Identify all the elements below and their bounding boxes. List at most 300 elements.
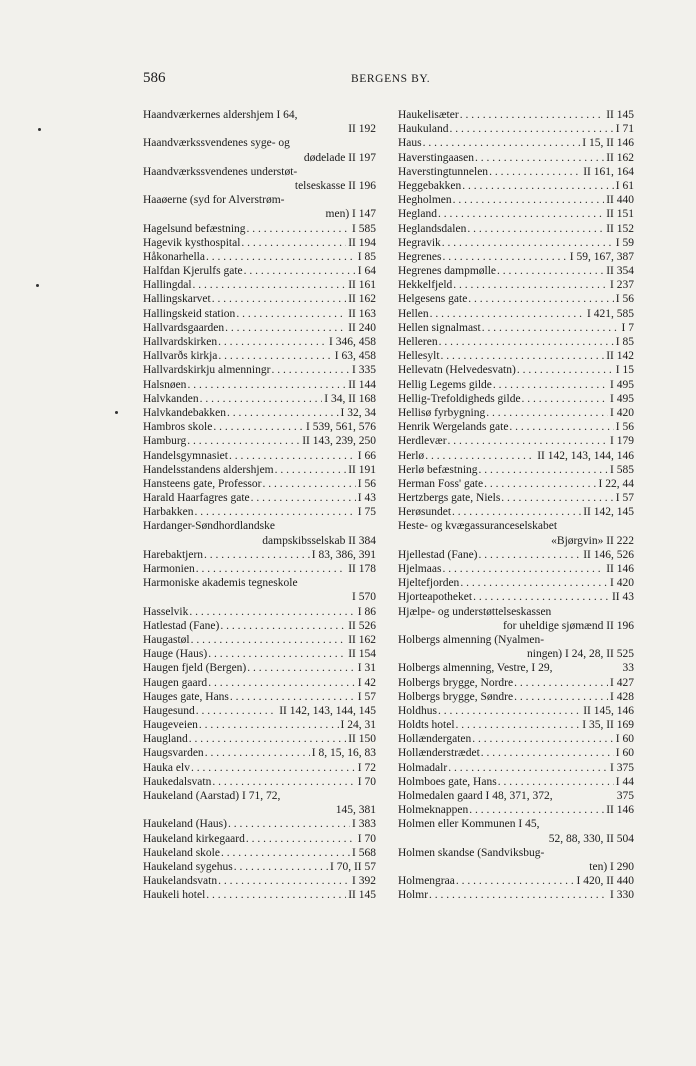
index-column-right — [398, 108, 634, 903]
index-entry-ref: I 75 — [357, 506, 376, 519]
leader-dots — [452, 505, 581, 519]
leader-dots — [462, 179, 614, 193]
index-entry-ref: II 161, 164 — [583, 165, 634, 178]
index-entry — [398, 505, 634, 519]
leader-dots — [187, 378, 346, 392]
index-entry-text: Hellen signalmast — [398, 321, 481, 334]
index-entry-ref: I 85 — [357, 250, 376, 263]
index-entry-continuation: II 192 — [348, 123, 376, 136]
index-entry-ref: I 57 — [357, 690, 376, 703]
index-entry-ref: II 178 — [348, 563, 376, 575]
index-entry-text: Handelsgymnasiet — [143, 449, 228, 462]
index-entry — [143, 860, 376, 874]
index-entry — [143, 746, 376, 760]
index-entry — [143, 718, 376, 732]
index-entry-ref: II 143, 239, 250 — [302, 435, 376, 448]
index-entry-ref: II 144 — [348, 378, 376, 391]
index-entry-ref: I 56 — [615, 293, 634, 306]
leader-dots — [199, 718, 339, 732]
index-entry-text: Haukedalsvatn — [143, 775, 212, 788]
index-entry-ref: II 354 — [606, 265, 634, 278]
index-entry — [143, 392, 376, 406]
index-entry — [143, 874, 376, 888]
index-entry-text: Haandværkernes aldershjem I 64, — [143, 109, 298, 121]
index-entry-text: Hellig Legems gilde — [398, 378, 492, 391]
leader-dots — [196, 562, 346, 576]
leader-dots — [475, 151, 604, 165]
index-entry-ref: I 70 — [357, 832, 376, 845]
index-entry-text: Haukeland kirkegaard — [143, 832, 245, 845]
index-entry-text: Haandværkssvendenes syge- og — [143, 137, 290, 150]
leader-dots — [449, 122, 613, 136]
leader-dots — [441, 349, 605, 363]
index-entry-text: Hardanger-Søndhordlandske — [143, 520, 275, 533]
index-entry — [143, 846, 376, 860]
index-entry — [398, 434, 634, 448]
index-entry-ref: I 60 — [615, 747, 634, 760]
leader-dots — [468, 292, 613, 306]
leader-dots — [442, 562, 604, 576]
index-entry — [398, 874, 634, 888]
index-entry — [398, 264, 634, 278]
running-title: BERGENS BY. — [351, 73, 431, 85]
leader-dots — [453, 193, 605, 207]
margin-speck — [115, 411, 118, 414]
index-entry-continuation: for uheldige sjømænd II 196 — [503, 619, 634, 632]
index-entry — [398, 292, 634, 306]
index-entry-continuation: telseskasse II 196 — [294, 179, 376, 192]
index-entry-ref: I 15, II 146 — [582, 137, 634, 150]
index-entry-text: Harmonien — [143, 563, 195, 575]
index-entry — [398, 661, 634, 675]
index-entry — [398, 732, 634, 746]
index-entry — [398, 392, 634, 406]
index-entry — [398, 222, 634, 236]
index-entry-ref: II 142, 143, 144, 145 — [279, 704, 376, 717]
index-entry-ref: I 59, 167, 387 — [569, 250, 634, 263]
index-entry-text: Hansteens gate, Professor — [143, 477, 262, 490]
index-entry — [143, 690, 376, 704]
index-entry-ref: I 8, 15, 16, 83 — [311, 747, 376, 760]
index-entry-text: Hellesylt — [398, 350, 440, 363]
index-entry-ref: II 162 — [348, 293, 376, 306]
index-entry — [398, 775, 634, 789]
index-entry-text: Harald Haarfagres gate — [143, 492, 250, 505]
index-column-left — [143, 108, 376, 903]
index-entry — [398, 846, 634, 874]
index-entry-text: Hellen — [398, 307, 429, 320]
leader-dots — [206, 250, 356, 264]
leader-dots — [218, 874, 350, 888]
index-entry — [398, 718, 634, 732]
index-entry — [143, 463, 376, 477]
index-entry-text: Holmboes gate, Hans — [398, 775, 497, 788]
index-entry-text: Holmedalen gaard I 48, 371, 372, — [398, 790, 553, 802]
index-entry-text: Haugen gaard — [143, 676, 208, 689]
index-entry-ref: II 152 — [606, 222, 634, 235]
index-entry-text: Hambros skole — [143, 421, 213, 434]
index-entry — [143, 321, 376, 335]
leader-dots — [442, 236, 614, 250]
index-entry — [398, 321, 634, 335]
leader-dots — [271, 363, 350, 377]
leader-dots — [429, 888, 608, 902]
index-entry-ref: II 163 — [348, 307, 376, 320]
index-entry — [143, 619, 376, 633]
leader-dots — [484, 477, 596, 491]
leader-dots — [460, 576, 608, 590]
index-entry-ref: I 383 — [352, 818, 376, 831]
index-entry-text: Haukeland (Haus) — [143, 818, 227, 831]
index-entry-text: Haukeland sygehus — [143, 860, 233, 873]
index-entry-ref: I 42 — [357, 676, 376, 689]
index-entry — [398, 363, 634, 377]
index-entry-text: Hatlestad (Fane) — [143, 619, 220, 632]
index-entry-text: Helleren — [398, 336, 438, 348]
index-entry-text: Holmr — [398, 889, 429, 902]
index-entry — [143, 576, 376, 604]
index-entry — [398, 676, 634, 690]
index-entry — [398, 690, 634, 704]
index-entry-text: Holmengraa — [398, 875, 455, 888]
index-entry-text: Haus — [398, 137, 422, 150]
leader-dots — [479, 548, 582, 562]
leader-dots — [241, 236, 346, 250]
index-entry-ref: I 60 — [615, 733, 634, 746]
index-entry — [143, 434, 376, 448]
index-entry-continuation: 52, 88, 330, II 504 — [548, 832, 634, 845]
leader-dots — [486, 406, 608, 420]
leader-dots — [448, 434, 608, 448]
leader-dots — [498, 775, 614, 789]
index-entry-text: Hellisø fyrbygning — [398, 406, 486, 419]
index-entry-text: Hjeltefjorden — [398, 577, 460, 590]
index-entry-ref: I 61 — [615, 179, 634, 192]
index-entry — [143, 250, 376, 264]
index-entry — [143, 222, 376, 236]
index-entry-ref: I 539, 561, 576 — [306, 421, 376, 434]
index-entry-text: Hamburg — [143, 435, 187, 448]
index-entry-ref: II 526 — [348, 619, 376, 632]
index-entry-text: Haandværkssvendenes understøt- — [143, 165, 298, 178]
index-entry — [143, 449, 376, 463]
index-entry-continuation: ningen) I 24, 28, II 525 — [527, 648, 634, 661]
index-entry-ref: II 146, 526 — [583, 548, 634, 561]
index-entry-ref: I 71 — [615, 123, 634, 136]
leader-dots — [247, 222, 351, 236]
index-entry — [398, 250, 634, 264]
leader-dots — [438, 207, 604, 221]
index-entry-continuation: ten) I 290 — [589, 860, 634, 873]
leader-dots — [208, 647, 346, 661]
leader-dots — [501, 491, 613, 505]
index-entry-text: Harbakken — [143, 506, 194, 519]
leader-dots — [247, 661, 356, 675]
index-entry — [143, 363, 376, 377]
index-entry — [398, 761, 634, 775]
leader-dots — [469, 803, 604, 817]
index-entry-text: Haukuland — [398, 123, 449, 136]
index-entry-text: Haukeland skole — [143, 846, 220, 859]
index-entry-text: Holdhus — [398, 704, 437, 717]
index-entry — [143, 108, 376, 136]
index-entry-ref: I 495 — [610, 392, 634, 405]
index-entry-text: Holmeknappen — [398, 804, 469, 817]
leader-dots — [448, 761, 608, 775]
index-entry-ref: I 15 — [615, 364, 634, 377]
index-entry-text: Hjælpe- og understøttelseskassen — [398, 605, 552, 618]
leader-dots — [522, 392, 608, 406]
leader-dots — [473, 590, 610, 604]
index-entry-ref: II 146 — [606, 804, 634, 817]
leader-dots — [228, 817, 350, 831]
index-entry-text: Halfdan Kjerulfs gate — [143, 265, 243, 278]
index-entry-text: Hellevatn (Helvedesvatn) — [398, 364, 516, 377]
index-entry — [143, 704, 376, 718]
index-entry-ref: II 145 — [348, 889, 376, 902]
index-entry-text: Hauge (Haus) — [143, 648, 208, 661]
index-entry — [398, 463, 634, 477]
leader-dots — [493, 378, 608, 392]
index-entry — [398, 803, 634, 817]
index-entry-text: Hauges gate, Hans — [143, 690, 229, 703]
leader-dots — [230, 690, 356, 704]
index-entry-ref: I 585 — [610, 463, 634, 476]
index-entry — [143, 378, 376, 392]
leader-dots — [200, 392, 323, 406]
index-entry — [398, 633, 634, 661]
index-entry-ref: II 154 — [348, 648, 376, 661]
index-entry-text: Haugastøl — [143, 633, 190, 646]
index-entry-text: Henrik Wergelands gate — [398, 421, 509, 434]
index-entry-ref: 33 — [622, 662, 634, 675]
index-entry-ref: I 428 — [610, 690, 634, 703]
leader-dots — [456, 718, 581, 732]
index-entry — [143, 817, 376, 831]
index-entry-text: Hjellestad (Fane) — [398, 548, 478, 561]
index-entry-continuation: men) I 147 — [325, 208, 376, 221]
index-entry-text: Hasselvik — [143, 605, 189, 618]
index-entry-text: Harmoniske akademis tegneskole — [143, 577, 298, 590]
index-entry-ref: II 440 — [606, 194, 634, 207]
index-entry-text: Heggebakken — [398, 179, 462, 192]
index-entry-ref: I 24, 31 — [340, 719, 376, 732]
index-entry-ref: I 85 — [615, 336, 634, 348]
index-entry-text: Hegrenes dampmølle — [398, 265, 497, 278]
index-entry-text: Holmadalr — [398, 761, 448, 774]
index-entry-ref: I 330 — [610, 889, 634, 902]
index-entry-ref: I 420 — [610, 406, 634, 419]
index-entry — [143, 732, 376, 746]
index-entry-ref: I 375 — [610, 761, 634, 774]
index-entry-text: Hellig-Trefoldigheds gilde — [398, 392, 521, 405]
index-entry — [143, 647, 376, 661]
leader-dots — [262, 477, 355, 491]
index-entry-text: Hegravik — [398, 236, 441, 249]
index-entry-ref: I 63, 458 — [334, 350, 376, 363]
leader-dots — [453, 278, 608, 292]
leader-dots — [225, 321, 346, 335]
index-entry-text: Hjorteapotheket — [398, 591, 473, 604]
index-entry-ref: I 495 — [610, 378, 634, 391]
leader-dots — [251, 491, 356, 505]
leader-dots — [196, 704, 277, 718]
index-entry-text: Hauka elv — [143, 761, 190, 774]
index-entry — [398, 746, 634, 760]
index-entry — [143, 292, 376, 306]
index-entry — [143, 491, 376, 505]
leader-dots — [482, 321, 620, 335]
leader-dots — [509, 420, 613, 434]
index-entry — [398, 378, 634, 392]
index-entry-text: Haugsvarden — [143, 747, 204, 760]
index-entry-text: Hallvardskirken — [143, 336, 218, 348]
leader-dots — [234, 860, 328, 874]
index-entry — [143, 661, 376, 675]
index-entry — [143, 307, 376, 321]
index-entry-ref: I 86 — [357, 605, 376, 618]
index-entry — [143, 193, 376, 221]
leader-dots — [517, 363, 614, 377]
leader-dots — [479, 463, 609, 477]
index-entry-text: Haukeli hotel — [143, 889, 206, 902]
index-entry — [398, 789, 634, 803]
index-entry-text: Helgesens gate — [398, 293, 468, 306]
index-entry-ref: I 66 — [357, 449, 376, 462]
index-entry-ref: I 237 — [610, 279, 634, 292]
index-entry — [398, 562, 634, 576]
index-entry-ref: I 585 — [352, 222, 376, 235]
index-entry-text: Hegholmen — [398, 194, 452, 207]
index-entry — [143, 761, 376, 775]
index-entry-ref: I 420, II 440 — [576, 875, 634, 888]
leader-dots — [481, 746, 614, 760]
index-entry — [398, 136, 634, 150]
index-entry-text: Herman Foss' gate — [398, 477, 484, 490]
index-entry-ref: II 146 — [606, 563, 634, 575]
index-entry-continuation: dampskibsselskab II 384 — [262, 534, 376, 547]
index-entry-text: Halsnøen — [143, 378, 187, 391]
leader-dots — [430, 307, 585, 321]
index-entry-text: Hallingskeid station — [143, 307, 236, 320]
index-entry-ref: II 194 — [348, 236, 376, 249]
index-entry — [143, 278, 376, 292]
index-entry-text: Heglandsdalen — [398, 222, 467, 235]
leader-dots — [514, 676, 608, 690]
index-entry-text: Herøsundet — [398, 506, 452, 519]
leader-dots — [187, 434, 300, 448]
leader-dots — [275, 463, 347, 477]
index-entry-ref: I 70 — [357, 775, 376, 788]
index-entry-continuation: dødelade II 197 — [303, 151, 376, 164]
index-entry — [398, 420, 634, 434]
leader-dots — [189, 605, 355, 619]
leader-dots — [456, 874, 575, 888]
page-number: 586 — [143, 70, 166, 86]
index-entry — [143, 505, 376, 519]
index-entry-text: Holbergs almenning (Nyalmen- — [398, 633, 545, 646]
index-entry — [143, 236, 376, 250]
index-entry-continuation: «Bjørgvin» II 222 — [551, 534, 634, 547]
index-entry — [143, 676, 376, 690]
index-entry-ref: II 43 — [611, 591, 634, 604]
index-entry — [398, 335, 634, 349]
index-entry-ref: II 142, 145 — [583, 506, 634, 519]
leader-dots — [194, 505, 355, 519]
index-entry-text: Hagevik kysthospital — [143, 236, 241, 249]
index-entry — [143, 264, 376, 278]
leader-dots — [212, 775, 355, 789]
index-entry-ref: II 151 — [606, 208, 634, 221]
leader-dots — [213, 420, 304, 434]
index-entry-ref: II 142, 143, 144, 146 — [537, 449, 634, 462]
index-entry-ref: I 335 — [352, 364, 376, 377]
index-entry-ref: I 420 — [610, 577, 634, 590]
leader-dots — [439, 335, 614, 349]
leader-dots — [472, 732, 614, 746]
index-entry-text: Haugeveien — [143, 719, 198, 732]
index-entry-ref: I 421, 585 — [587, 307, 634, 320]
index-entry-text: Harebaktjern — [143, 548, 204, 561]
leader-dots — [221, 846, 350, 860]
index-entry-ref: I 43 — [357, 492, 376, 505]
leader-dots — [193, 278, 347, 292]
index-entry-ref: II 162 — [348, 633, 376, 646]
index-entry — [143, 775, 376, 789]
index-entry-text: Hagelsund befæstning — [143, 222, 246, 235]
leader-dots — [212, 292, 347, 306]
leader-dots — [497, 264, 604, 278]
index-entry-text: Hjelmaas — [398, 563, 442, 575]
index-entry-text: Holmen skandse (Sandviksbug- — [398, 846, 545, 859]
index-entry-ref: I 56 — [357, 477, 376, 490]
index-entry-ref: I 57 — [615, 492, 634, 505]
index-entry-ref: I 179 — [610, 435, 634, 448]
index-entry-ref: I 392 — [352, 875, 376, 888]
index-entry — [398, 548, 634, 562]
index-entry — [398, 888, 634, 902]
index-entry-text: Holbergs brygge, Søndre — [398, 690, 514, 703]
index-entry-text: Holmen eller Kommunen I 45, — [398, 818, 540, 831]
index-entry-text: Haugland — [143, 733, 188, 746]
index-entry-text: Hegrenes — [398, 250, 442, 263]
index-entry — [398, 151, 634, 165]
index-entry-text: Haugesund — [143, 704, 195, 717]
index-entry — [143, 136, 376, 164]
index-entry — [398, 576, 634, 590]
index-entry — [143, 335, 376, 349]
index-entry-text: Haukeland (Aarstad) I 71, 72, — [143, 790, 281, 802]
index-entry — [143, 789, 376, 817]
index-entry-ref: I 83, 386, 391 — [311, 548, 376, 561]
index-entry-ref: I 34, II 168 — [324, 392, 376, 405]
leader-dots — [425, 449, 535, 463]
index-entry-ref: I 31 — [357, 662, 376, 675]
index-entry — [398, 449, 634, 463]
index-entry-text: Hekkelfjeld — [398, 279, 453, 292]
leader-dots — [442, 250, 567, 264]
index-entry — [143, 562, 376, 576]
index-entry-text: Haukelandsvatn — [143, 875, 218, 888]
index-entry-ref: II 142 — [606, 350, 634, 363]
index-entry-ref: I 568 — [352, 846, 376, 859]
index-entry — [398, 236, 634, 250]
index-entry — [143, 633, 376, 647]
index-entry-ref: 375 — [616, 790, 634, 802]
index-entry — [143, 406, 376, 420]
index-entry — [398, 122, 634, 136]
leader-dots — [220, 619, 346, 633]
